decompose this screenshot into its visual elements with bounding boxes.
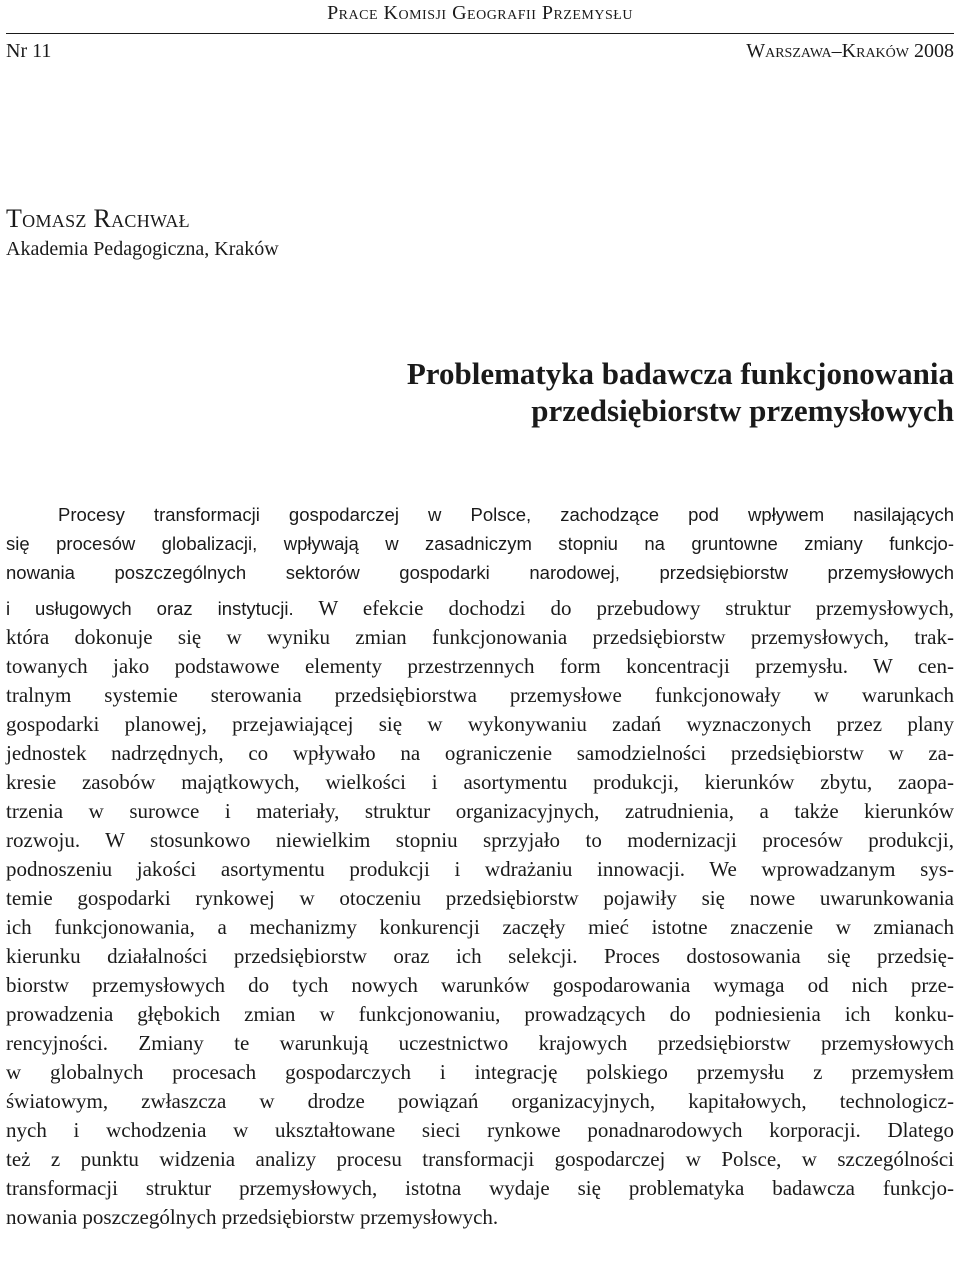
body-line: też z punktu widzenia analizy procesu transformacji gospodarczej w Polsce, w szczególności [6, 1147, 954, 1171]
body-line: towanych jako podstawowe elementy przestrzennych form koncentracji przemysłu. W cen- [6, 654, 954, 678]
body-line: jednostek nadrzędnych, co wpływało na ograniczenie samodzielności przedsiębiorstw w za- [6, 741, 954, 765]
body-line: rencyjności. Zmiany te warunkują uczestnictwo krajowych przedsiębiorstw przemysłowych [6, 1031, 954, 1055]
mixed-line [6, 594, 954, 623]
article-title-line-1: Problematyka badawcza funkcjonowania [406, 356, 954, 391]
article-title-line-2: przedsiębiorstw przemysłowych [531, 393, 954, 428]
body-line: w globalnych procesach gospodarczych i integrację polskiego przemysłu z przemysłem [6, 1060, 954, 1084]
abstract-line: się procesów globalizacji, wpływają w zasadniczym stopniu na gruntowne zmiany funkcjo- [6, 533, 954, 554]
body-line: tralnym systemie sterowania przedsiębiorstwa przemysłowe funkcjonowały w warunkach [6, 683, 954, 707]
running-head-journal: Prace Komisji Geografii Przemysłu [327, 2, 633, 24]
body-line: nych i wchodzenia w ukształtowane sieci rynkowe ponadnarodowych korporacji. Dlatego [6, 1118, 954, 1142]
body-line: kierunku działalności przedsiębiorstw oraz ich selekcji. Proces dostosowania się przedsię- [6, 944, 954, 968]
abstract [6, 500, 954, 587]
author-name: Tomasz Rachwał [6, 204, 190, 233]
body-line: prowadzenia głębokich zmian w funkcjonowaniu, prowadzących do podniesienia ich konku- [6, 1002, 954, 1026]
body-line: transformacji struktur przemysłowych, istotna wydaje się problematyka badawcza funkcjo- [6, 1176, 954, 1200]
place-year: Warszawa–Kraków 2008 [746, 40, 954, 62]
body-line: nowania poszczególnych przedsiębiorstw przemysłowych. [6, 1205, 499, 1229]
body-line: podnoszeniu jakości asortymentu produkcji i wdrażaniu innowacji. We wprowadzanym sys- [6, 857, 954, 881]
body-line-start: W efekcie dochodzi do przebudowy struktur przemysłowych, [293, 596, 954, 620]
abstract-line: Procesy transformacji gospodarczej w Polsce, zachodzące pod wpływem nasilających [58, 504, 954, 525]
body-line: trzenia w surowce i materiały, struktur organizacyjnych, zatrudnienia, a także kierunków [6, 799, 954, 823]
body-line: rozwoju. W stosunkowo niewielkim stopniu sprzyjało to modernizacji procesów produkcji, [6, 828, 954, 852]
author-affiliation: Akademia Pedagogiczna, Kraków [6, 238, 279, 260]
body-text [6, 594, 954, 1232]
body-line: światowym, zwłaszcza w drodze powiązań organizacyjnych, kapitałowych, technologicz- [6, 1089, 954, 1113]
article-title [407, 355, 954, 429]
body-line: temie gospodarki rynkowej w otoczeniu przedsiębiorstw pojawiły się nowe uwarunkowania [6, 886, 954, 910]
body-lines [6, 623, 954, 1232]
abstract-line: nowania poszczególnych sektorów gospodarki narodowej, przedsiębiorstw przemysłowych [6, 562, 954, 583]
issue-number: Nr 11 [6, 40, 52, 62]
body-line: biorstw przemysłowych do tych nowych warunków gospodarowania wymaga od nich prze- [6, 973, 954, 997]
abstract-line-tail: i usługowych oraz instytucji. [6, 598, 294, 619]
body-line: która dokonuje się w wyniku zmian funkcjonowania przedsiębiorstw przemysłowych, trak- [6, 625, 954, 649]
body-line: gospodarki planowej, przejawiającej się w wykonywaniu zadań wyznaczonych przez plany [6, 712, 954, 736]
body-line: ich funkcjonowania, a mechanizmy konkurencji zaczęły mieć istotne znaczenie w zmianach [6, 915, 954, 939]
header-rule [6, 33, 954, 34]
body-line: kresie zasobów majątkowych, wielkości i asortymentu produkcji, kierunków zbytu, zaopa- [6, 770, 954, 794]
